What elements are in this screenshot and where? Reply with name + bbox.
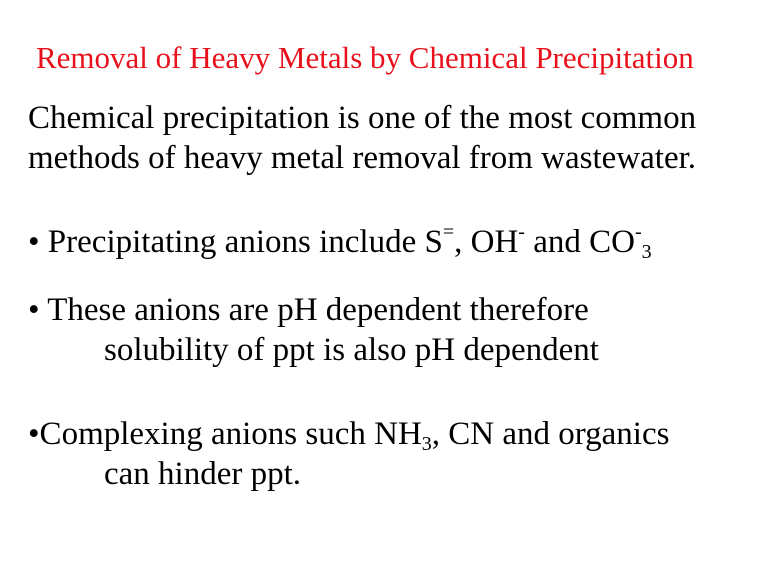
bullet3-suffix: , CN and organics	[431, 416, 670, 452]
hydroxide-charge: -	[518, 221, 525, 243]
bullet-precipitating-anions	[28, 222, 652, 262]
intro-line-1: Chemical precipitation is one of the most common	[28, 100, 697, 136]
bullet-complexing-anions-line-2: can hinder ppt.	[104, 456, 302, 492]
bullet1-prefix: • Precipitating anions include S	[28, 224, 443, 260]
bullet1-mid2: and CO	[524, 224, 635, 260]
bullet-ph-dependent-line-1: • These anions are pH dependent therefore	[28, 292, 589, 328]
ammonia-subscript: 3	[421, 433, 432, 455]
bullet1-mid1: , OH	[454, 224, 519, 260]
bullet3-prefix: •Complexing anions such NH	[28, 416, 422, 452]
bullet-complexing-anions	[28, 414, 669, 454]
bullet-ph-dependent-line-2: solubility of ppt is also pH dependent	[104, 332, 599, 368]
slide-title: Removal of Heavy Metals by Chemical Precipitation	[36, 40, 694, 75]
intro-line-2: methods of heavy metal removal from wastewater.	[28, 140, 697, 176]
sulfide-charge: =	[442, 221, 455, 243]
carbonate-subscript: 3	[641, 241, 652, 263]
carbonate-charge: -	[634, 221, 642, 243]
